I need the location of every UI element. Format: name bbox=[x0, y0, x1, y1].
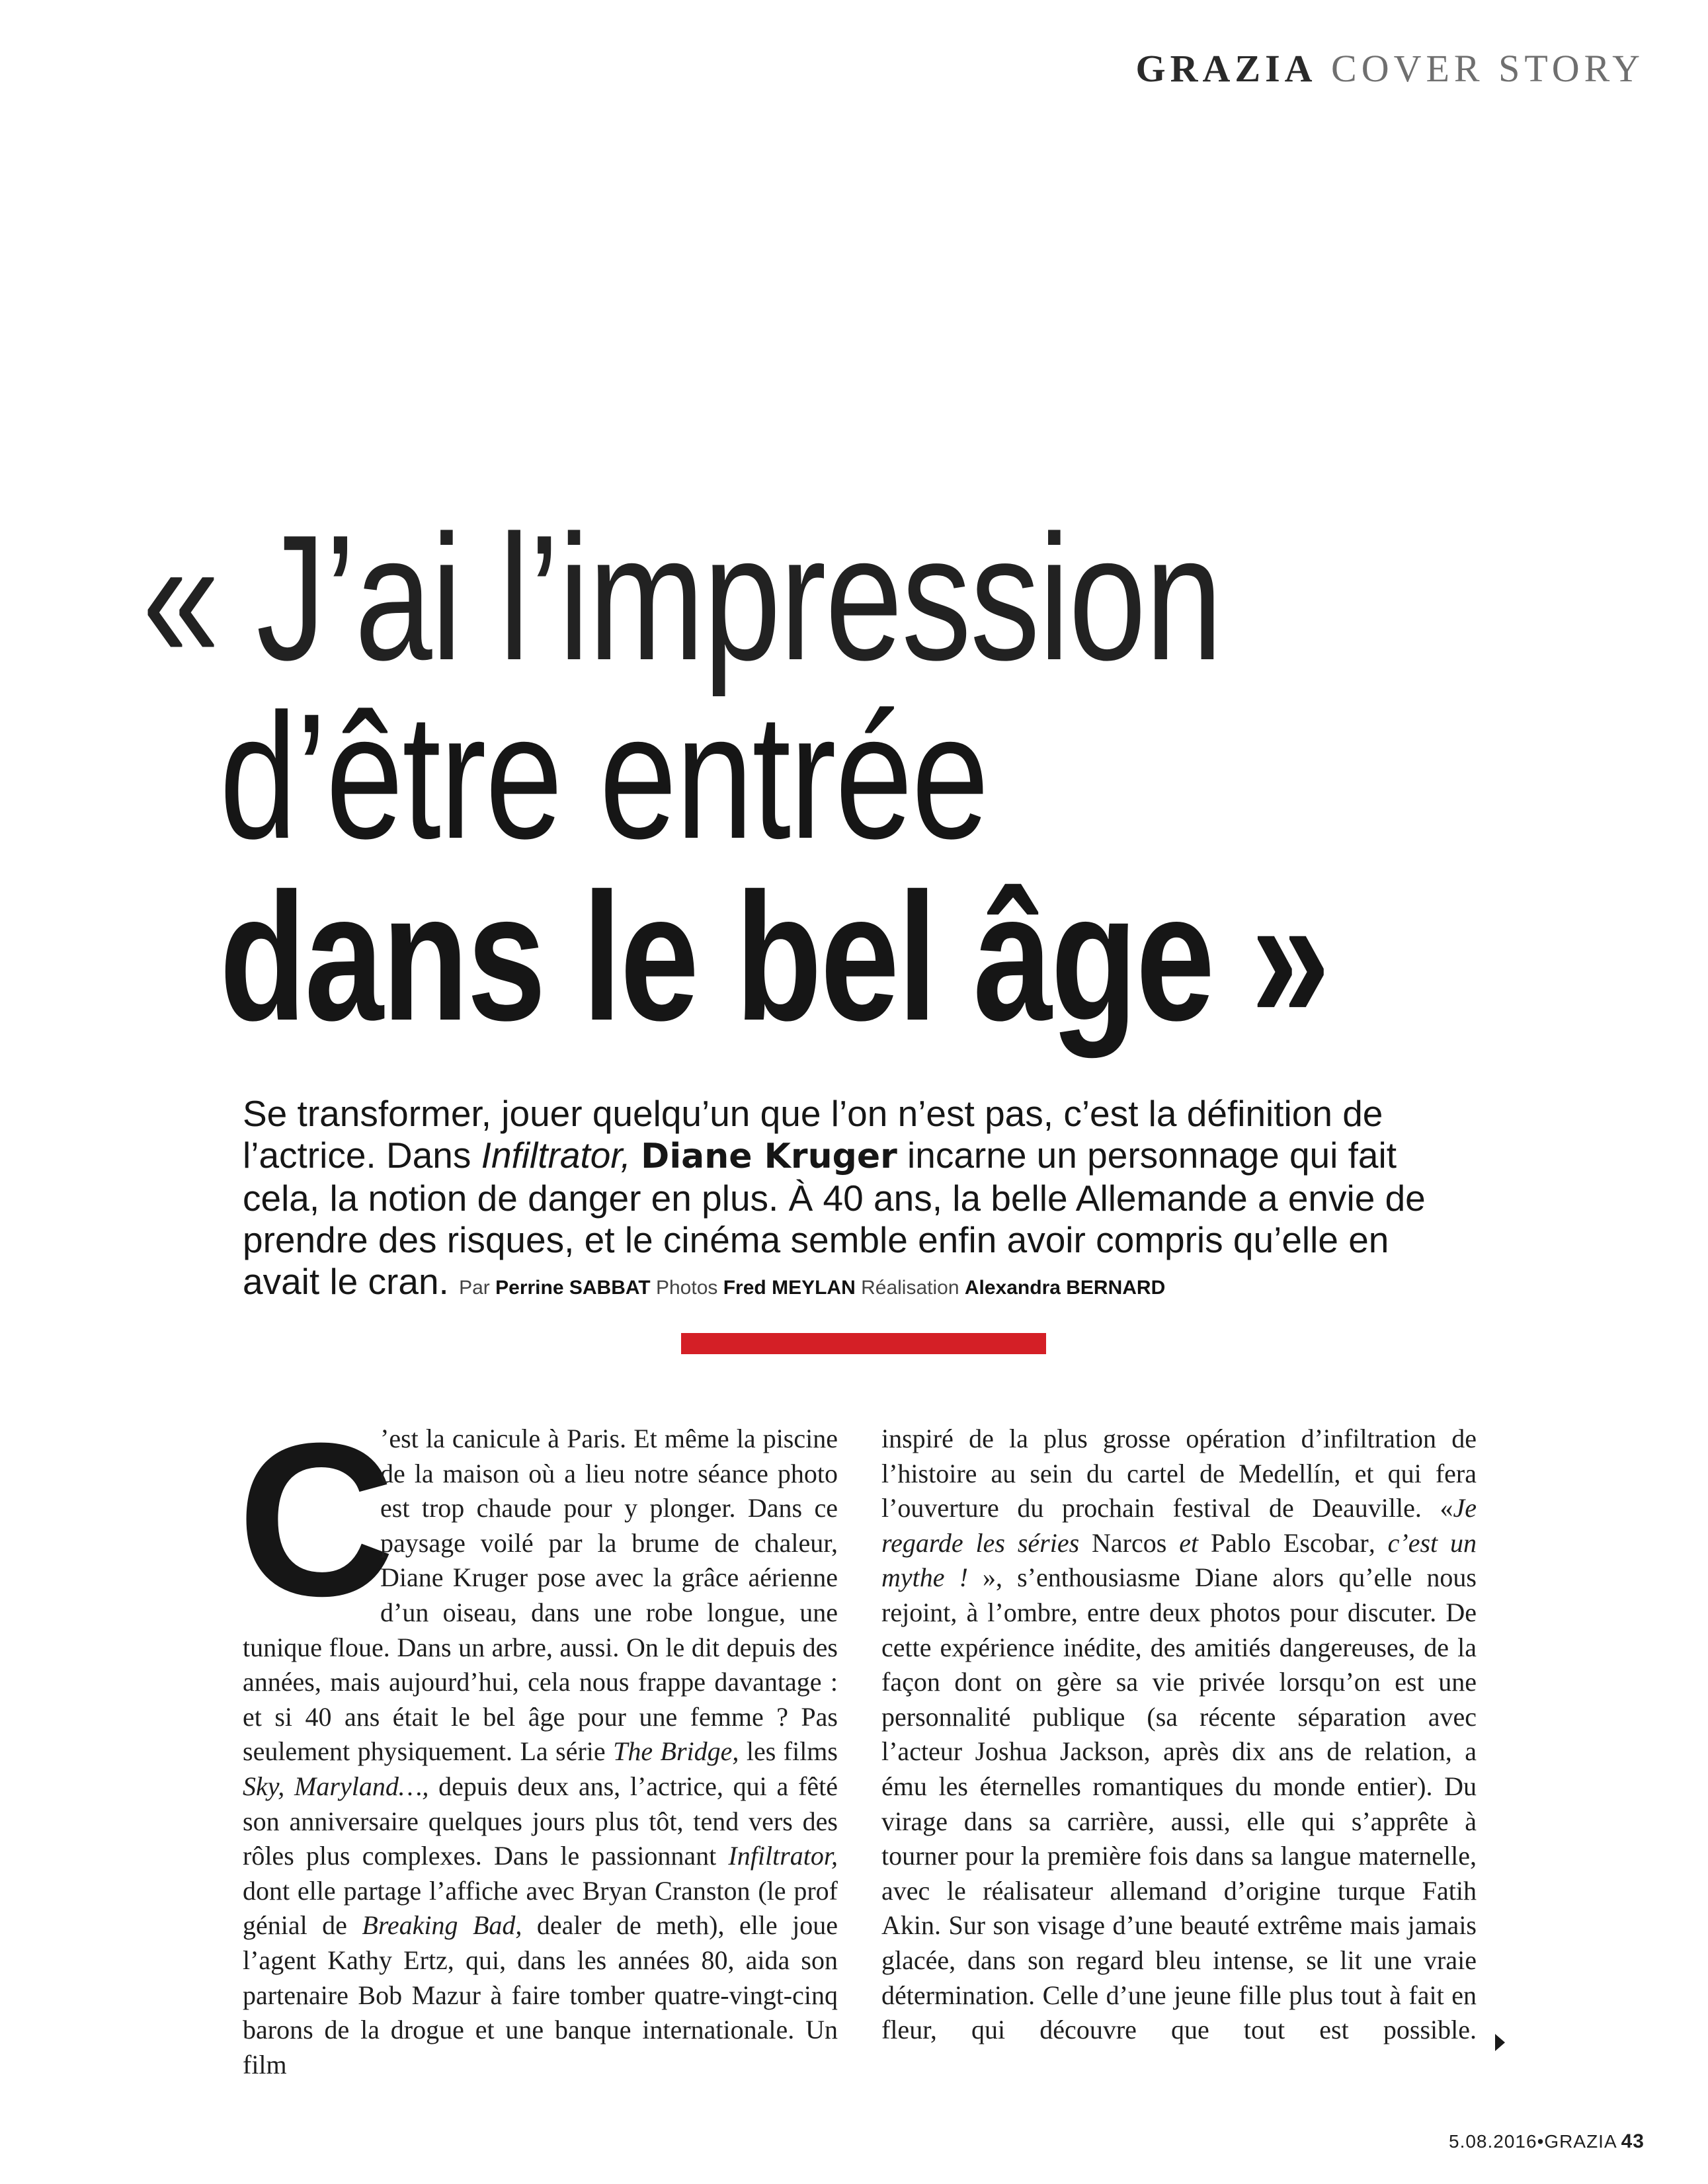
drop-cap: C bbox=[237, 1397, 395, 1641]
section-label: COVER STORY bbox=[1331, 47, 1645, 90]
continue-arrow-icon bbox=[1495, 2034, 1505, 2051]
col2-italic-3: , c’est un mythe ! bbox=[881, 1527, 1477, 1593]
page-number: 43 bbox=[1621, 2130, 1645, 2152]
col1-italic-4: Breaking Bad, bbox=[362, 1910, 522, 1941]
column-2-paragraph bbox=[881, 1422, 1477, 2048]
intro-text-1: Se transformer, jouer quelqu’un que l’on n’est pas, c’est la définition de l’actrice. Dans bbox=[243, 1093, 1383, 1176]
col1-italic-2: Sky, Maryland…, bbox=[243, 1771, 429, 1801]
article-headline bbox=[142, 499, 1328, 1059]
footer-brand: GRAZIA bbox=[1544, 2131, 1617, 2152]
page-header bbox=[1136, 46, 1645, 91]
credit-author: Perrine SABBAT bbox=[495, 1277, 651, 1299]
article-credits bbox=[459, 1277, 1165, 1299]
issue-date: 5.08.2016 bbox=[1449, 2131, 1537, 2152]
col2-text-3: Pablo Escobar bbox=[1198, 1527, 1369, 1558]
credit-photographer: Fred MEYLAN bbox=[723, 1277, 856, 1299]
article-column-2 bbox=[881, 1422, 1477, 2048]
intro-text-2: incarne un personnage qui fait cela, la notion de danger en plus. À 40 ans, la belle Allemande a envie de prendre des risques, et le cinéma semble enfin avoir compris qu’elle en avait le cran. bbox=[243, 1135, 1426, 1302]
intro-film-title: Infiltrator, bbox=[481, 1135, 631, 1176]
credit-photos-label: Photos bbox=[655, 1277, 718, 1299]
magazine-brand: GRAZIA bbox=[1135, 47, 1317, 90]
col2-text-4: », s’enthousiasme Diane alors qu’elle nous rejoint, à l’ombre, entre deux photos pour discuter. De cette expérience inédite, des amitiés dangereuses, de la façon dont on gère sa vie privée lorsqu’on est une personnalité publique (sa récente séparation avec l’acteur Joshua Jackson, après dix ans de relation, a ému les éternelles romantiques du monde entier). Du virage dans sa carrière, aussi, elle qui s’apprête à tourner pour la première fois dans sa langue maternelle, avec le réalisateur allemand d’origine turque Fatih Akin. Sur son visage d’une beauté extrême mais jamais glacée, dans son regard bleu intense, se lit une vraie détermination. Celle d’une jeune fille plus tout à fait en fleur, qui découvre que tout est possible. bbox=[881, 1562, 1477, 2045]
col1-italic-1: The Bridge, bbox=[613, 1736, 739, 1767]
col1-text-1: ’est la canicule à Paris. Et même la piscine de la maison où a lieu notre séance photo est trop chaude pour y plonger. Dans ce paysage voilé par la brume de chaleur, Diane Kruger pose avec la grâce aérienne d’un oiseau, dans une robe longue, une tunique floue. Dans un arbre, aussi. On le dit depuis des années, mais aujourd’hui, cela nous frappe davantage : et si 40 ans était le bel âge pour une femme ? Pas seulement physiquement. La série bbox=[243, 1424, 838, 1767]
credit-production-label: Réalisation bbox=[861, 1277, 959, 1299]
col2-text-1: inspiré de la plus grosse opération d’infiltration de l’histoire au sein du cartel de Medellín, et qui fera l’ouverture du prochain festival de Deauville. « bbox=[881, 1424, 1477, 1523]
footer-separator: • bbox=[1537, 2131, 1545, 2152]
col2-text-2: Narcos bbox=[1079, 1527, 1180, 1558]
headline-line-3: dans le bel âge » bbox=[220, 856, 1328, 1059]
col2-italic-2: et bbox=[1179, 1527, 1199, 1558]
headline-line-1: « J’ai l’impression bbox=[142, 499, 1222, 698]
col1-text-5: dealer de meth), elle joue l’agent Kathy Ertz, qui, dans les années 80, aida son partenaire Bob Mazur à faire tomber quatre-vingt-cinq barons de la drogue et une banque internationale. Un film bbox=[243, 1910, 838, 2080]
page-footer bbox=[1449, 2130, 1645, 2153]
credit-by-label: Par bbox=[459, 1277, 490, 1299]
col2-italic-1: Je regarde les séries bbox=[881, 1493, 1477, 1558]
col1-text-2: les films bbox=[739, 1736, 838, 1767]
col1-text-4: dont elle partage l’affiche avec Bryan Cranston (le prof génial de bbox=[243, 1875, 838, 1941]
red-divider bbox=[681, 1333, 1046, 1354]
intro-subject-name: Diane Kruger bbox=[641, 1137, 897, 1176]
col1-text-3: depuis deux ans, l’actrice, qui a fêté son anniversaire quelques jours plus tôt, tend vers des rôles plus complexes. Dans le passionnant bbox=[243, 1771, 838, 1871]
col1-italic-3: Infiltrator, bbox=[728, 1841, 838, 1871]
article-intro bbox=[243, 1093, 1433, 1309]
article-column-1 bbox=[237, 1397, 838, 2082]
headline-line-2: d’être entrée bbox=[220, 677, 989, 876]
credit-producer: Alexandra BERNARD bbox=[964, 1277, 1166, 1299]
